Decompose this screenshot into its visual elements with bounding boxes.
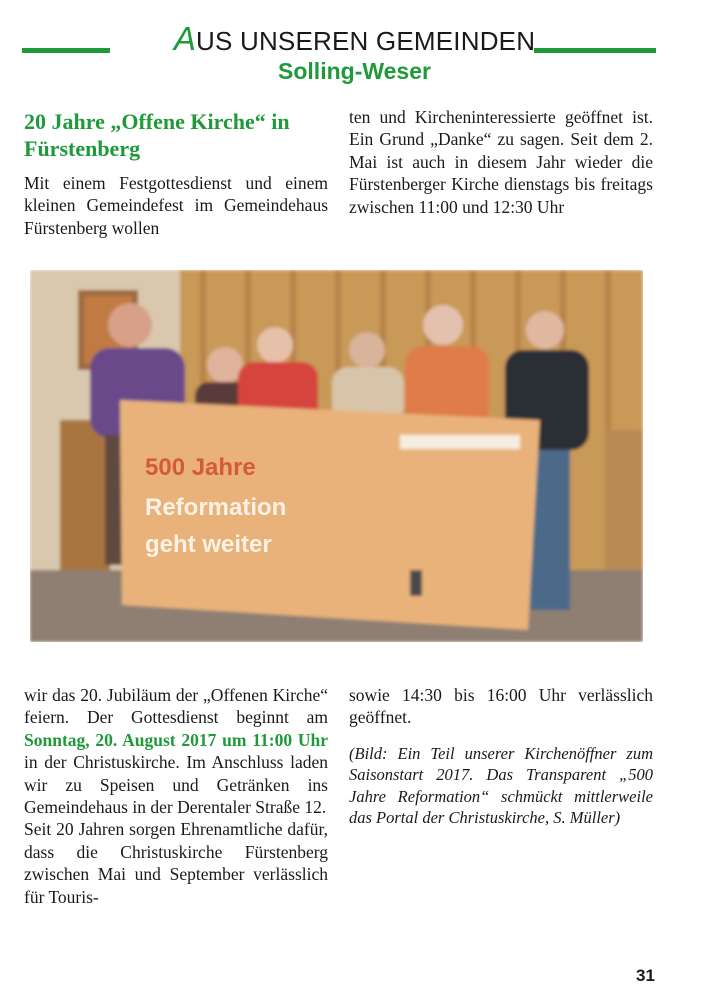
group-photo [30, 270, 643, 642]
paragraph: sowie 14:30 bis 16:00 Uhr verlässlich geöffnet. [349, 685, 653, 728]
paragraph: ten und Kircheninteressierte geöffnet ist. Ein Grund „Danke“ zu sagen. Seit dem 2. Mai ist auch in diesem Jahr wieder die Fürstenberger Kirche dienstags bis freitags zwischen 11:00 und 12:30 Uhr [349, 107, 653, 217]
photo-illustration [30, 270, 643, 642]
section-title-initial: A [173, 20, 197, 57]
paragraph: Mit einem Festgottesdienst und einem kleinen Gemeindefest im Gemeindehaus Fürstenberg wollen [24, 173, 328, 238]
banner-line-2: Reformation [145, 494, 287, 521]
section-title [0, 20, 709, 58]
column-2-top [349, 106, 653, 218]
page-number: 31 [636, 966, 655, 985]
region-title: Solling-Weser [278, 58, 431, 84]
text-run: wir das 20. Jubiläum der „Offenen Kirche“ feiern. Der Gottesdienst beginnt am [24, 685, 328, 728]
article-headline: 20 Jahre „Offene Kirche“ in Fürstenberg [24, 109, 290, 161]
banner-line-1: 500 Jahre [145, 454, 256, 481]
column-1-bottom [24, 684, 328, 908]
text-run: in der Christuskirche. Im Anschluss laden wir zu Speisen und Getränken ins Gemeindehaus in der Derentaler Straße 12. [24, 752, 328, 818]
paragraph [24, 684, 328, 818]
banner-line-3: geht weiter [145, 531, 272, 558]
section-title-rest: US UNSEREN GEMEINDEN [196, 26, 536, 56]
paragraph: Seit 20 Jahren sorgen Ehrenamtliche dafür, dass die Christuskirche Fürstenberg zwischen Mai und September verlässlich für Touris- [24, 819, 328, 907]
date-highlight: Sonntag, 20. August 2017 um 11:00 Uhr [24, 729, 328, 750]
column-1-top [24, 172, 328, 239]
photo-caption: (Bild: Ein Teil unserer Kirchenöffner zum Saisonstart 2017. Das Transparent „500 Jahre Reformation“ schmückt mittlerweile das Portal der Christuskirche, S. Müller) [349, 743, 653, 828]
column-2-bottom [349, 684, 653, 829]
